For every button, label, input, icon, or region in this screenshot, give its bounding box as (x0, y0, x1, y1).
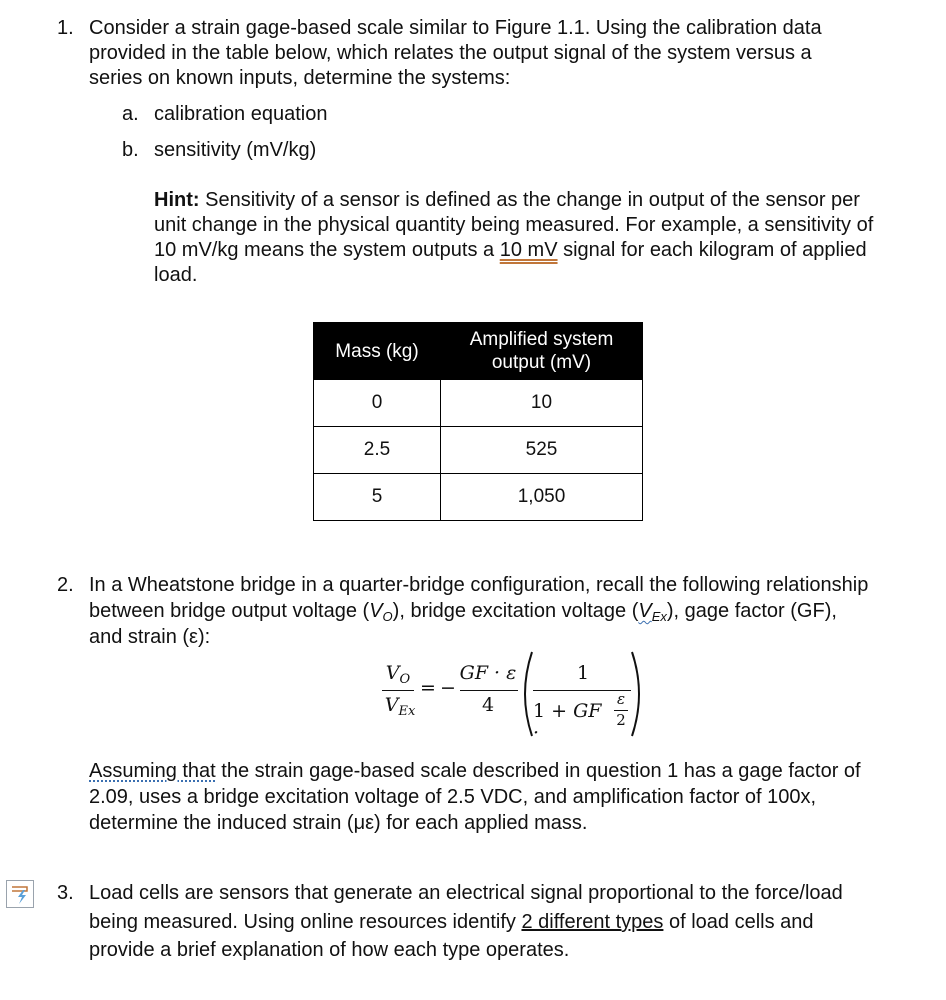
q1-number: 1. (57, 17, 74, 39)
cell-mass: 0 (314, 380, 441, 427)
cell-mass: 2.5 (314, 427, 441, 474)
cell-output: 1,050 (441, 474, 643, 521)
hint-line2: unit change in the physical quantity being measured. For example, a sensitivity of (154, 214, 874, 236)
q3-text-line1: Load cells are sensors that generate an electrical signal proportional to the force/load (89, 882, 843, 904)
q1a-text: calibration equation (154, 103, 328, 125)
q1b-letter: b. (122, 139, 139, 161)
paren-numerator: 1 (576, 662, 590, 684)
vex-symbol: $V_{Ex}$ (638, 600, 667, 624)
inner-denominator: 2 (616, 711, 626, 729)
grammar-flagged-text: Assuming that (89, 760, 216, 782)
lhs-fraction-bar (382, 690, 414, 691)
header-output: Amplified system output (mV) (441, 323, 643, 380)
bridge-equation (378, 650, 648, 744)
hint-line4: load. (154, 264, 198, 286)
q2-text-line1: In a Wheatstone bridge in a quarter-bridge configuration, recall the following relationship (89, 574, 869, 596)
q3-underlined-text: 2 different types (521, 911, 664, 933)
minus-sign: − (440, 677, 456, 699)
q1-text-line1: Consider a strain gage-based scale similar to Figure 1.1. Using the calibration data (89, 17, 822, 39)
calibration-table (313, 322, 643, 521)
table-row (314, 474, 643, 521)
hint-line3: 10 mV/kg means the system outputs a 10 mV signal for each kilogram of applied (154, 239, 867, 261)
q2-number: 2. (57, 574, 74, 596)
lhs-denominator: $V_{Ex}$ (384, 694, 416, 719)
header-mass: Mass (kg) (314, 323, 441, 380)
table-header-row (314, 323, 643, 380)
q3-text-line2: being measured. Using online resources identify 2 different types of load cells and (89, 911, 814, 933)
q3-text-line3: provide a brief explanation of how each type operates. (89, 939, 570, 961)
equals-sign: = (420, 677, 436, 699)
table-row (314, 427, 643, 474)
q3-number: 3. (57, 882, 74, 904)
comment-action-icon[interactable] (6, 880, 34, 908)
q1-text-line2: provided in the table below, which relates the output signal of the system versus a (89, 42, 812, 64)
hint-label: Hint: (154, 189, 200, 211)
paren-denominator: 1 + GF · (533, 700, 602, 744)
q1b-text: sensitivity (mV/kg) (154, 139, 317, 161)
mid-numerator: GF · ε (459, 662, 517, 684)
q2-para-line2: 2.09, uses a bridge excitation voltage of 2.5 VDC, and amplification factor of 100x, (89, 786, 817, 808)
q2-text-line2: between bridge output voltage $(V_O)$, bridge excitation voltage $(V_{Ex})$, gage factor (GF), (89, 600, 837, 624)
lhs-numerator: $V_O$ (385, 662, 411, 687)
mid-fraction-bar (460, 690, 518, 691)
right-paren-icon (628, 650, 648, 738)
cell-mass: 5 (314, 474, 441, 521)
inner-numerator: ε (616, 690, 626, 708)
q2-para-line1: Assuming that the strain gage-based scale described in question 1 has a gage factor of (89, 760, 861, 782)
hint-underlined-value: 10 mV (499, 239, 558, 261)
q1a-letter: a. (122, 103, 139, 125)
lightning-icon (7, 881, 33, 907)
q2-para-line3: determine the induced strain (με) for each applied mass. (89, 812, 588, 834)
q2-text-line3: and strain (ε): (89, 626, 211, 648)
hint-line1: Hint: Sensitivity of a sensor is defined as the change in output of the sensor per (154, 189, 860, 211)
mid-denominator: 4 (481, 694, 495, 716)
cell-output: 525 (441, 427, 643, 474)
q1-text-line3: series on known inputs, determine the systems: (89, 67, 511, 89)
table-row (314, 380, 643, 427)
cell-output: 10 (441, 380, 643, 427)
